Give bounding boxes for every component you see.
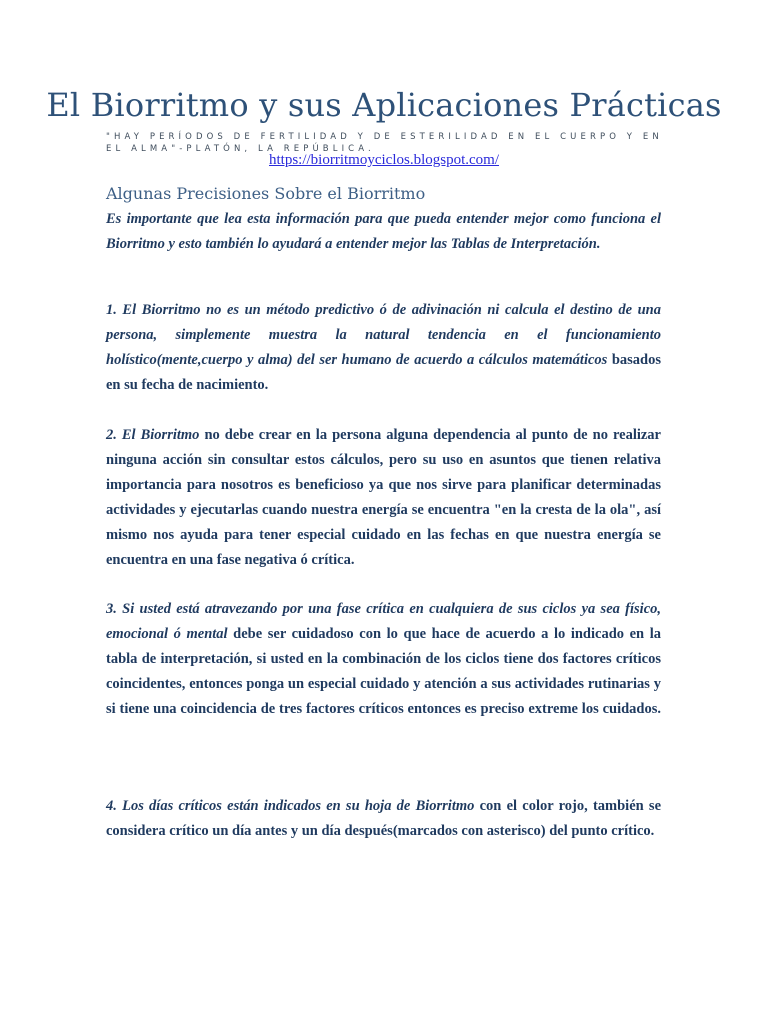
document-title: El Biorritmo y sus Aplicaciones Prácticas [46,86,722,124]
point-4-regular-text: con el color rojo, también se considera crítico un día antes y un día después(marcados con asterisco) del punto crítico. [106,798,661,839]
point-1-italic-text: 1. El Biorritmo no es un método predictivo ó de adivinación ni calcula el destino de una persona, simplemente muestra la natural tendencia en el funcionamiento holístico(mente,cuerpo y alma) del ser humano de acuerdo a cálculos matemáticos [106,302,661,368]
point-3-italic-text: 3. Si usted está atravezando por una fase crítica en cualquiera de sus ciclos ya sea físico, emocional ó mental [106,601,661,642]
blog-link[interactable]: https://biorritmoyciclos.blogspot.com/ [269,152,499,168]
intro-paragraph: Es importante que lea esta información para que pueda entender mejor como funciona el Biorritmo y esto también lo ayudará a entender mejor las Tablas de Interpretación. [106,211,661,252]
point-4-italic-text: 4. Los días críticos están indicados en su hoja de Biorritmo [106,798,475,814]
point-2-italic-text: 2. El Biorritmo [106,427,200,443]
point-3-regular-text: debe ser cuidadoso con lo que hace de acuerdo a lo indicado en la tabla de interpretación, si usted en la combinación de los ciclos tiene dos factores críticos coincidentes, entonces ponga un especial cuidado y atención a sus actividades rutinarias y si tiene una coincidencia de tres factores críticos entonces es preciso extreme los cuidados. [106,626,661,717]
point-1-paragraph [106,298,661,398]
point-4-paragraph [106,794,661,844]
point-2-regular-text: no debe crear en la persona alguna dependencia al punto de no realizar ninguna acción sin consultar estos cálculos, pero su uso en asuntos que tienen relativa importancia para nosotros es beneficioso ya que nos sirve para planificar determinadas actividades y ejecutarlas cuando nuestra energía se encuentra "en la cresta de la ola", así mismo nos ayuda para tener especial cuidado en las fechas en que nuestra energía se encuentra en una fase negativa ó crítica. [106,427,661,568]
point-3-paragraph [106,597,661,722]
section-heading: Algunas Precisiones Sobre el Biorritmo [106,184,426,203]
point-1-regular-text: basados en su fecha de nacimiento. [106,352,661,393]
document-subtitle-quote: "HAY PERÍODOS DE FERTILIDAD Y DE ESTERILIDAD EN EL CUERPO Y EN EL ALMA"-PLATÓN, LA REPÚBLICA. [106,132,663,154]
point-2-paragraph [106,423,661,573]
